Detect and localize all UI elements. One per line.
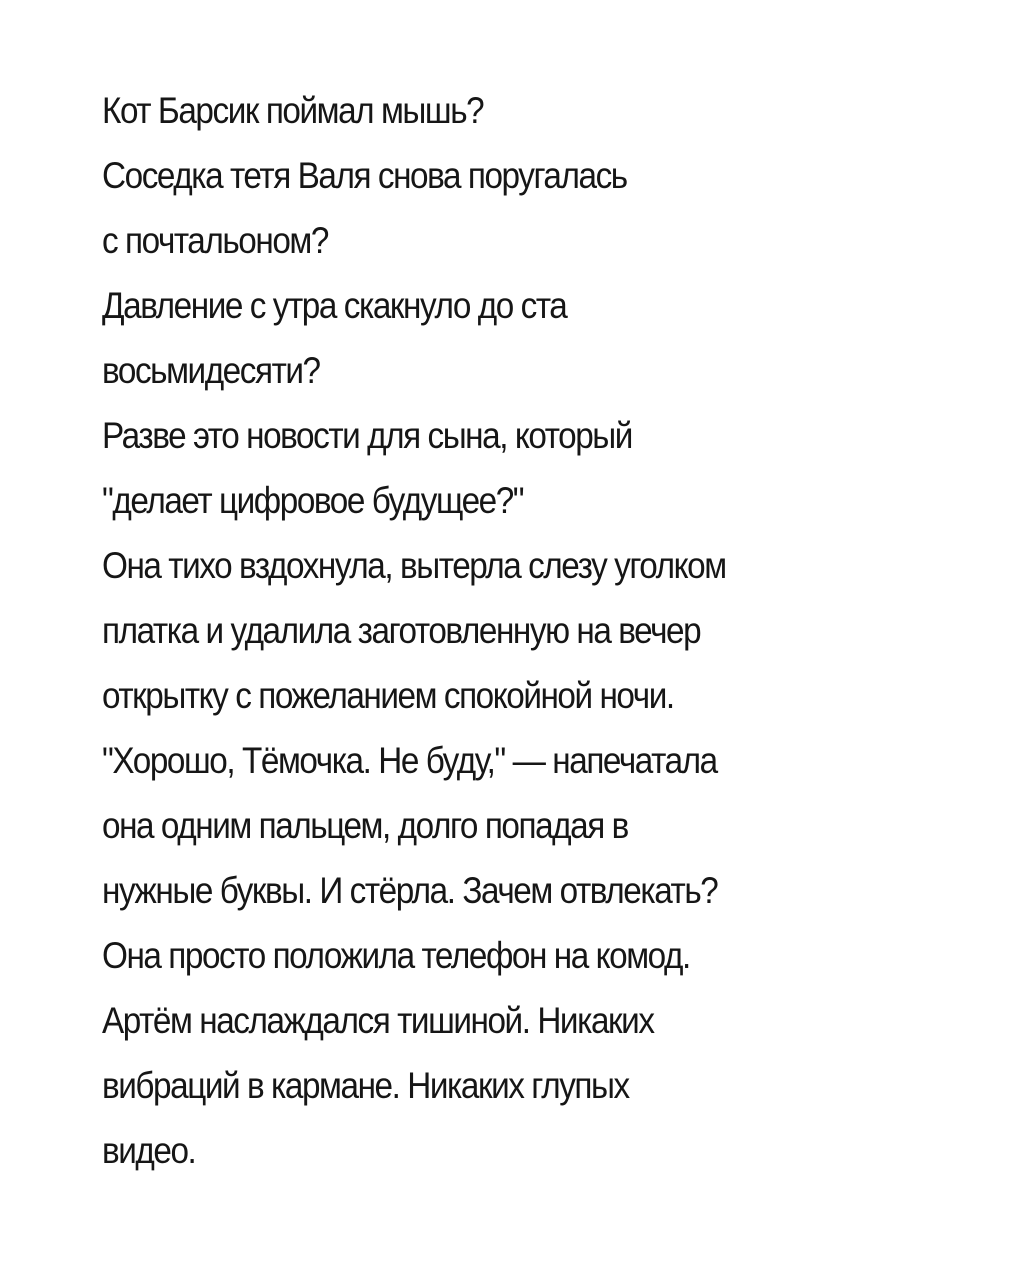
- story-text: [102, 78, 982, 1183]
- text-line: Кот Барсик поймал мышь?: [102, 90, 484, 131]
- text-line: Соседка тетя Валя снова поругалась: [102, 155, 627, 196]
- text-line: видео.: [102, 1130, 196, 1171]
- text-line: Она тихо вздохнула, вытерла слезу уголком: [102, 545, 726, 586]
- text-line: Разве это новости для сына, который: [102, 415, 632, 456]
- text-line: Артём наслаждался тишиной. Никаких: [102, 1000, 654, 1041]
- text-line: Давление с утра скакнуло до ста: [102, 285, 567, 326]
- text-line: восьмидесяти?: [102, 350, 320, 391]
- text-line: Она просто положила телефон на комод.: [102, 935, 690, 976]
- text-line: нужные буквы. И стёрла. Зачем отвлекать?: [102, 870, 718, 911]
- text-line: она одним пальцем, долго попадая в: [102, 805, 628, 846]
- text-line: "Хорошо, Тёмочка. Не буду," — напечатала: [102, 740, 717, 781]
- text-line: открытку с пожеланием спокойной ночи.: [102, 675, 674, 716]
- text-line: "делает цифровое будущее?": [102, 480, 524, 521]
- text-line: платка и удалила заготовленную на вечер: [102, 610, 701, 651]
- text-line: с почтальоном?: [102, 220, 328, 261]
- text-line: вибраций в кармане. Никаких глупых: [102, 1065, 629, 1106]
